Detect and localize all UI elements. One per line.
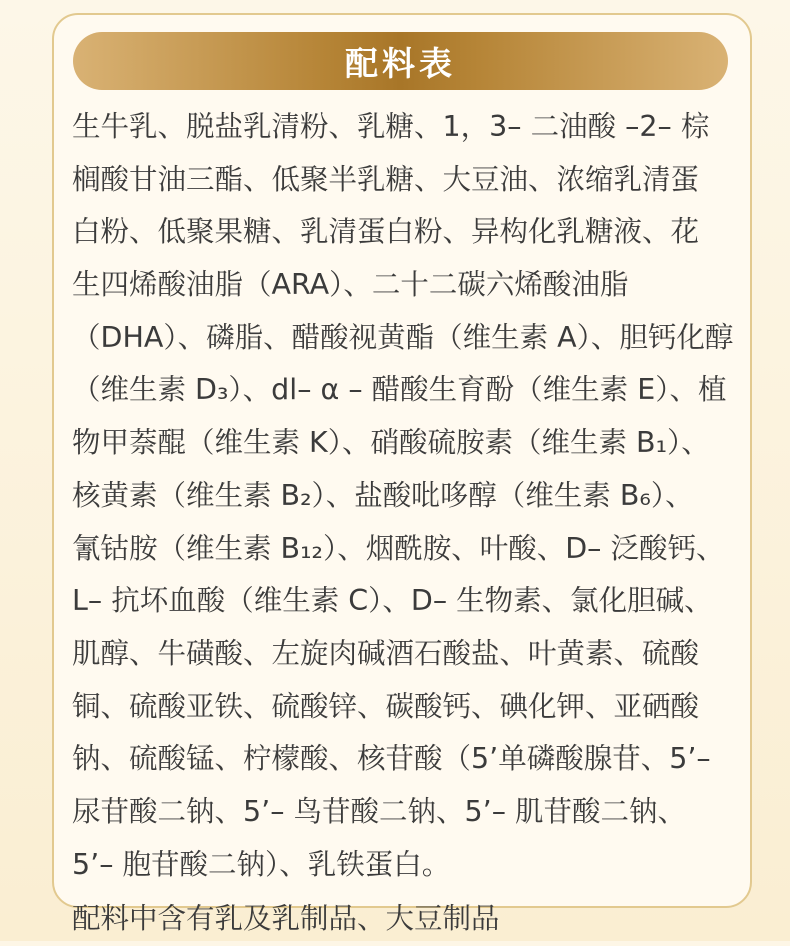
allergen-note: 配料中含有乳及乳制品、大豆制品 (72, 902, 500, 936)
ingredient-list (72, 101, 740, 946)
ingredient-line: 核黄素（维生素 B₂）、盐酸吡哆醇（维生素 B₆）、 (72, 478, 694, 512)
page-title: 配料表 (345, 43, 456, 83)
ingredient-line: （DHA）、磷脂、醋酸视黄酯（维生素 A）、胆钙化醇 (72, 320, 734, 354)
ingredient-line: 铜、硫酸亚铁、硫酸锌、碳酸钙、碘化钾、亚硒酸 (72, 689, 700, 723)
ingredient-line: 物甲萘醌（维生素 K）、硝酸硫胺素（维生素 B₁）、 (72, 426, 710, 460)
ingredient-line: 榈酸甘油三酯、低聚半乳糖、大豆油、浓缩乳清蛋 (72, 162, 700, 196)
ingredient-line: 氰钴胺（维生素 B₁₂）、烟酰胺、叶酸、D– 泛酸钙、 (72, 531, 725, 565)
ingredient-line: L– 抗坏血酸（维生素 C）、D– 生物素、氯化胆碱、 (72, 584, 713, 618)
ingredient-line: 钠、硫酸锰、柠檬酸、核苷酸（5’单磷酸腺苷、5’– (72, 742, 711, 776)
ingredient-line: （维生素 D₃）、dl– α – 醋酸生育酚（维生素 E）、植 (72, 373, 727, 407)
ingredient-line: 肌醇、牛磺酸、左旋肉碱酒石酸盐、叶黄素、硫酸 (72, 636, 700, 670)
ingredient-line: 白粉、低聚果糖、乳清蛋白粉、异构化乳糖液、花 (72, 215, 700, 249)
ingredient-line: 5’– 胞苷酸二钠）、乳铁蛋白。 (72, 847, 451, 881)
title-banner (73, 32, 728, 90)
ingredient-line: 生四烯酸油脂（ARA）、二十二碳六烯酸油脂 (72, 268, 629, 302)
ingredient-line: 尿苷酸二钠、5’– 鸟苷酸二钠、5’– 肌苷酸二钠、 (72, 794, 687, 828)
ingredient-line: 生牛乳、脱盐乳清粉、乳糖、1，3– 二油酸 –2– 棕 (72, 110, 710, 143)
